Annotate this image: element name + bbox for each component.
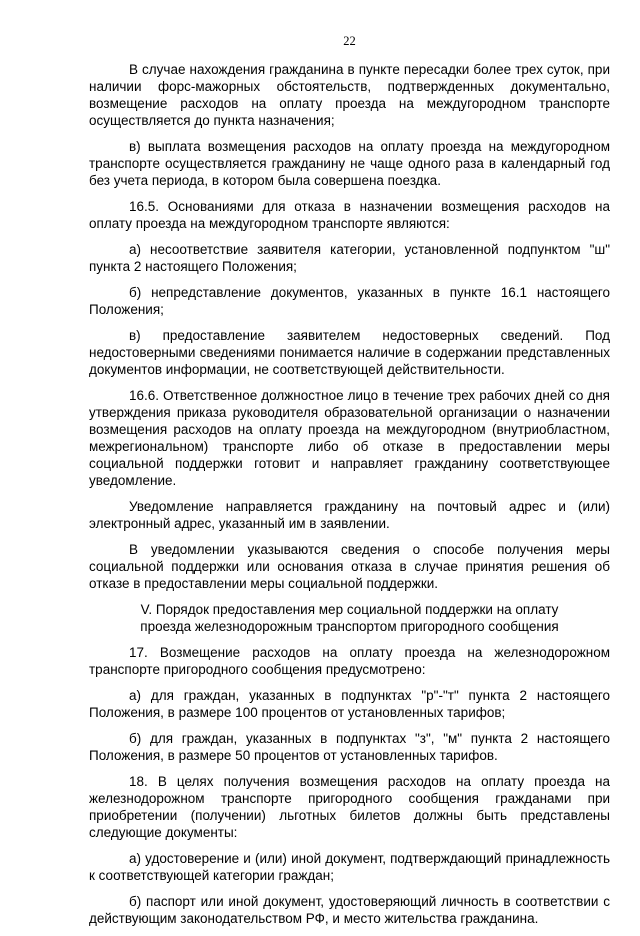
- paragraph-17-b: б) для граждан, указанных в подпунктах "з", "м" пункта 2 настоящего Положения, в размере 50 процентов от установленных тарифов.: [89, 731, 610, 763]
- paragraph-16-5: 16.5. Основаниями для отказа в назначении возмещения расходов на оплату проезда на междугородном транспорте являются:: [89, 199, 610, 231]
- paragraph-18-a: а) удостоверение и (или) иной документ, подтверждающий принадлежность к соответствующей категории граждан;: [89, 851, 610, 883]
- document-body: [89, 61, 610, 936]
- paragraph-16-6: 16.6. Ответственное должностное лицо в течение трех рабочих дней со дня утверждения приказа руководителя образовательной организации о назначении возмещения расходов на оплату проезда на междугородном (внутриобластном, межрегиональном) транспорте либо об отказе в предоставлении меры социальной поддержки готовит и направляет гражданину соответствующее уведомление.: [89, 388, 610, 488]
- paragraph-18: 18. В целях получения возмещения расходов на оплату проезда на железнодорожном транспорте пригородного сообщения гражданами при приобретении (получении) льготных билетов должны быть представлены следующие документы:: [89, 774, 610, 840]
- paragraph-payment-frequency: в) выплата возмещения расходов на оплату проезда на междугородном транспорте осуществляется гражданину не чаще одного раза в календарный год без учета периода, в котором была совершена поездка.: [89, 139, 610, 188]
- paragraph-17-a: а) для граждан, указанных в подпунктах "р"-"т" пункта 2 настоящего Положения, в размере 100 процентов от установленных тарифов;: [89, 688, 610, 720]
- section-heading: V. Порядок предоставления мер социальной поддержки на оплату проезда железнодорожным транспортом пригородного сообщения: [140, 602, 559, 634]
- page-number: 22: [343, 34, 356, 48]
- paragraph-17: 17. Возмещение расходов на оплату проезда на железнодорожном транспорте пригородного сообщения предусмотрено:: [89, 645, 610, 677]
- paragraph-16-5-a: а) несоответствие заявителя категории, установленной подпунктом "ш" пункта 2 настоящего Положения;: [89, 242, 610, 274]
- paragraph-notification-content: В уведомлении указываются сведения о способе получения меры социальной поддержки или основания отказа в случае принятия решения об отказе в предоставлении меры социальной поддержки.: [89, 542, 610, 591]
- paragraph-transfer-stop: В случае нахождения гражданина в пункте пересадки более трех суток, при наличии форс-мажорных обстоятельств, подтвержденных документально, возмещение расходов на оплату проезда на междугородном транспорте осуществляется до пункта назначения;: [89, 62, 610, 128]
- paragraph-16-5-v: в) предоставление заявителем недостоверных сведений. Под недостоверными сведениями понимается наличие в содержании представленных документов информации, не соответствующей действительности.: [89, 328, 610, 377]
- paragraph-16-5-b: б) непредставление документов, указанных в пункте 16.1 настоящего Положения;: [89, 285, 610, 317]
- paragraph-18-b: б) паспорт или иной документ, удостоверяющий личность в соответствии с действующим законодательством РФ, и место жительства гражданина.: [89, 894, 610, 926]
- paragraph-notification-address: Уведомление направляется гражданину на почтовый адрес и (или) электронный адрес, указанный им в заявлении.: [89, 499, 610, 531]
